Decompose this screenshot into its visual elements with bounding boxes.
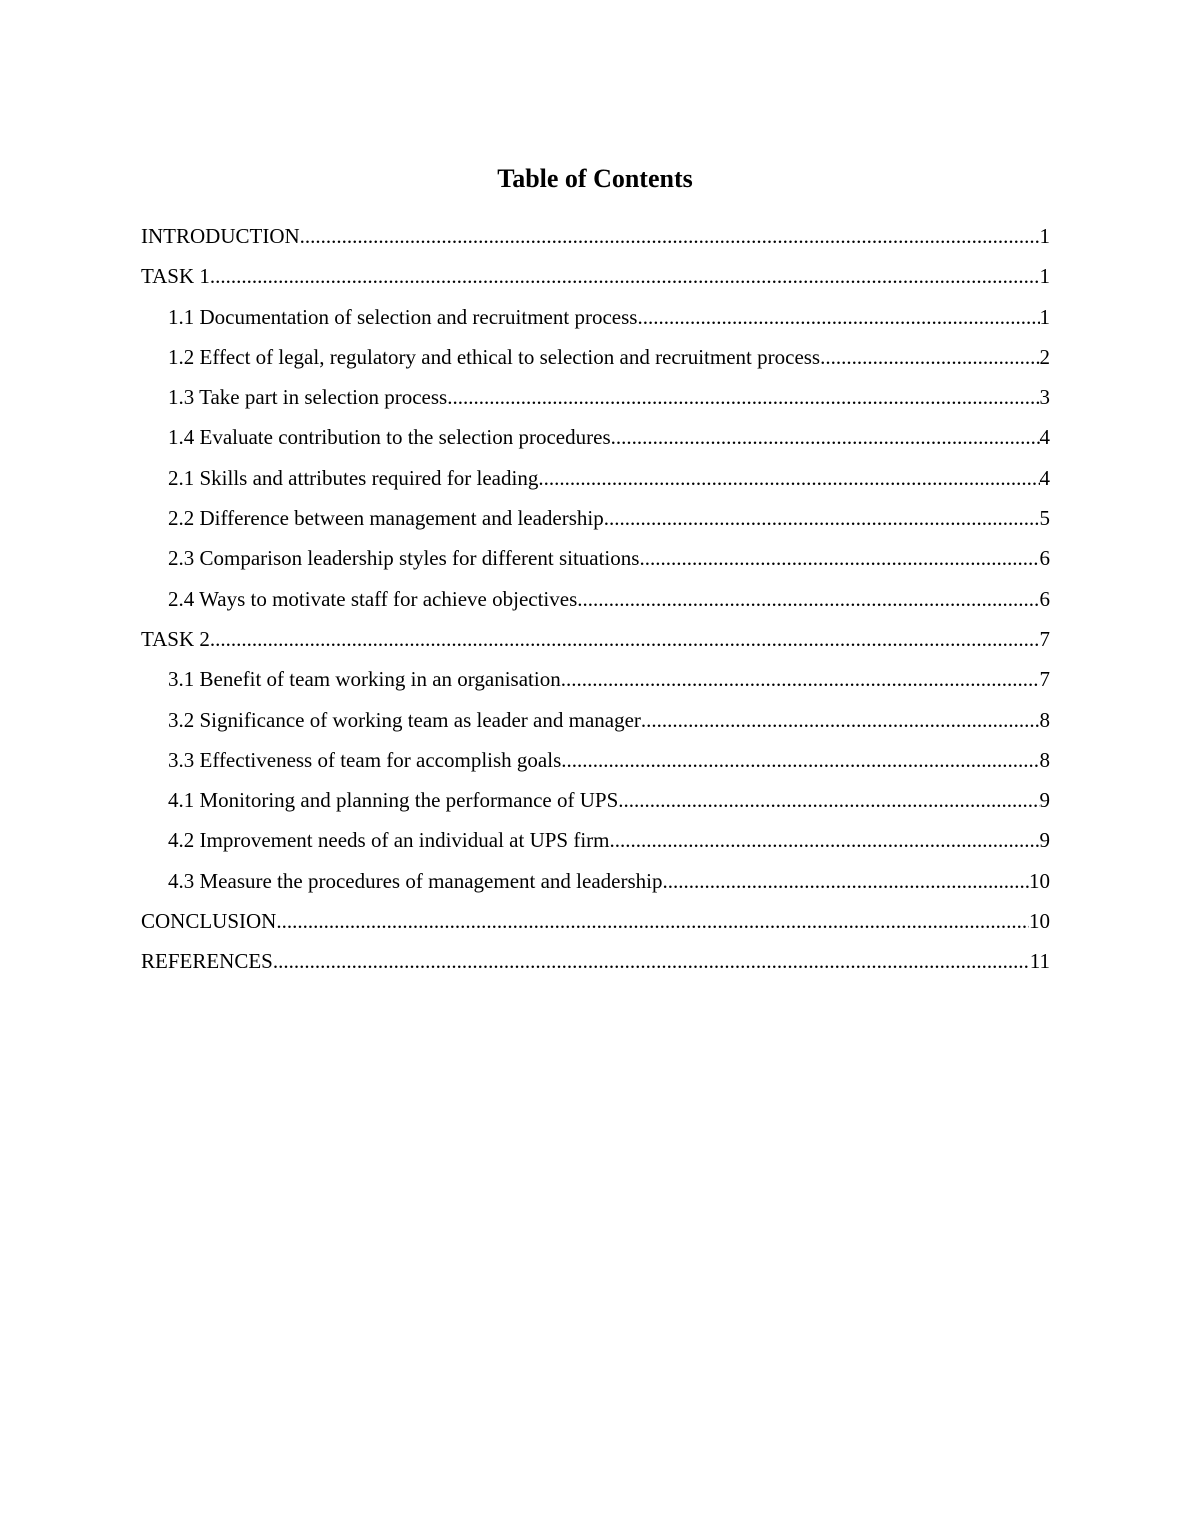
toc-dot-leader xyxy=(641,704,1040,736)
toc-entry-text: REFERENCES xyxy=(141,949,273,974)
toc-entry-text: 4.1 Monitoring and planning the performance of UPS xyxy=(168,788,619,813)
toc-entry-page-number: 1 xyxy=(1039,224,1050,248)
toc-entry-page-number: 6 xyxy=(1039,586,1050,611)
toc-entry-text: 2.2 Difference between management and leadership xyxy=(168,506,604,531)
toc-entry-page-number: 9 xyxy=(1039,788,1050,813)
toc-entry-page-number: 1 xyxy=(1039,304,1050,329)
toc-dot-leader xyxy=(639,542,1039,574)
toc-entry[interactable] xyxy=(141,744,1050,784)
toc-entry-text: 3.1 Benefit of team working in an organisation xyxy=(168,667,561,692)
toc-dot-leader xyxy=(300,220,1040,252)
toc-entry[interactable] xyxy=(141,623,1050,663)
toc-entry-text: 3.2 Significance of working team as leader and manager xyxy=(168,707,641,732)
toc-entry-page-number: 7 xyxy=(1039,667,1050,692)
toc-dot-leader xyxy=(210,623,1040,655)
toc-entry-text: 2.4 Ways to motivate staff for achieve objectives xyxy=(168,586,578,611)
toc-dot-leader xyxy=(610,824,1040,856)
toc-entry[interactable] xyxy=(141,301,1050,341)
toc-entry-page-number: 10 xyxy=(1029,909,1050,934)
toc-entry-page-number: 1 xyxy=(1039,264,1050,289)
toc-entry[interactable] xyxy=(141,945,1050,985)
toc-entry-page-number: 4 xyxy=(1039,465,1050,490)
toc-dot-leader xyxy=(637,301,1039,333)
toc-dot-leader xyxy=(618,784,1039,816)
toc-entry-page-number: 11 xyxy=(1029,949,1050,974)
toc-entry-text: 2.1 Skills and attributes required for leading xyxy=(168,465,539,490)
toc-dot-leader xyxy=(611,421,1040,453)
toc-entry-text: TASK 1 xyxy=(141,264,210,289)
toc-entry-page-number: 2 xyxy=(1039,344,1050,369)
toc-entry-text: 4.2 Improvement needs of an individual at UPS firm xyxy=(168,828,610,853)
toc-dot-leader xyxy=(820,341,1039,373)
toc-entry-page-number: 9 xyxy=(1039,828,1050,853)
toc-entry[interactable] xyxy=(141,663,1050,703)
toc-dot-leader xyxy=(662,865,1029,897)
toc-entry[interactable] xyxy=(141,905,1050,945)
toc-entry-text: 4.3 Measure the procedures of management and leadership xyxy=(168,868,663,893)
toc-entry-text: TASK 2 xyxy=(141,626,210,651)
toc-entry-page-number: 8 xyxy=(1039,707,1050,732)
toc-entry-text: CONCLUSION xyxy=(141,909,277,934)
toc-entry[interactable] xyxy=(141,462,1050,502)
toc-dot-leader xyxy=(604,502,1040,534)
toc-entry[interactable] xyxy=(141,704,1050,744)
toc-entry[interactable] xyxy=(141,421,1050,461)
toc-dot-leader xyxy=(447,381,1039,413)
toc-entry-text: 1.3 Take part in selection process xyxy=(168,385,448,410)
toc-entry-text: 2.3 Comparison leadership styles for different situations xyxy=(168,546,640,571)
toc-dot-leader xyxy=(538,462,1039,494)
toc-entry-text: 1.1 Documentation of selection and recruitment process xyxy=(168,304,638,329)
toc-entry-page-number: 7 xyxy=(1039,626,1050,651)
toc-list xyxy=(141,220,1050,986)
toc-entry[interactable] xyxy=(141,220,1050,260)
toc-entry[interactable] xyxy=(141,341,1050,381)
toc-entry[interactable] xyxy=(141,260,1050,300)
toc-entry-page-number: 8 xyxy=(1039,747,1050,772)
toc-entry-page-number: 5 xyxy=(1039,506,1050,531)
toc-entry[interactable] xyxy=(141,502,1050,542)
toc-entry[interactable] xyxy=(141,542,1050,582)
toc-entry-page-number: 6 xyxy=(1039,546,1050,571)
toc-entry-text: 1.4 Evaluate contribution to the selection procedures xyxy=(168,425,611,450)
toc-dot-leader xyxy=(276,905,1029,937)
toc-entry[interactable] xyxy=(141,824,1050,864)
toc-entry[interactable] xyxy=(141,784,1050,824)
toc-entry-page-number: 3 xyxy=(1039,385,1050,410)
toc-entry-page-number: 10 xyxy=(1029,868,1050,893)
toc-entry-page-number: 4 xyxy=(1039,425,1050,450)
toc-title: Table of Contents xyxy=(497,164,693,193)
toc-entry-text: 1.2 Effect of legal, regulatory and ethical to selection and recruitment process xyxy=(168,344,821,369)
toc-entry[interactable] xyxy=(141,865,1050,905)
toc-dot-leader xyxy=(561,663,1040,695)
toc-entry-text: INTRODUCTION xyxy=(141,224,300,248)
toc-dot-leader xyxy=(577,583,1039,615)
toc-entry[interactable] xyxy=(141,381,1050,421)
toc-entry[interactable] xyxy=(141,583,1050,623)
toc-dot-leader xyxy=(273,945,1030,977)
toc-entry-text: 3.3 Effectiveness of team for accomplish goals xyxy=(168,747,562,772)
toc-dot-leader xyxy=(210,260,1040,292)
toc-dot-leader xyxy=(561,744,1039,776)
